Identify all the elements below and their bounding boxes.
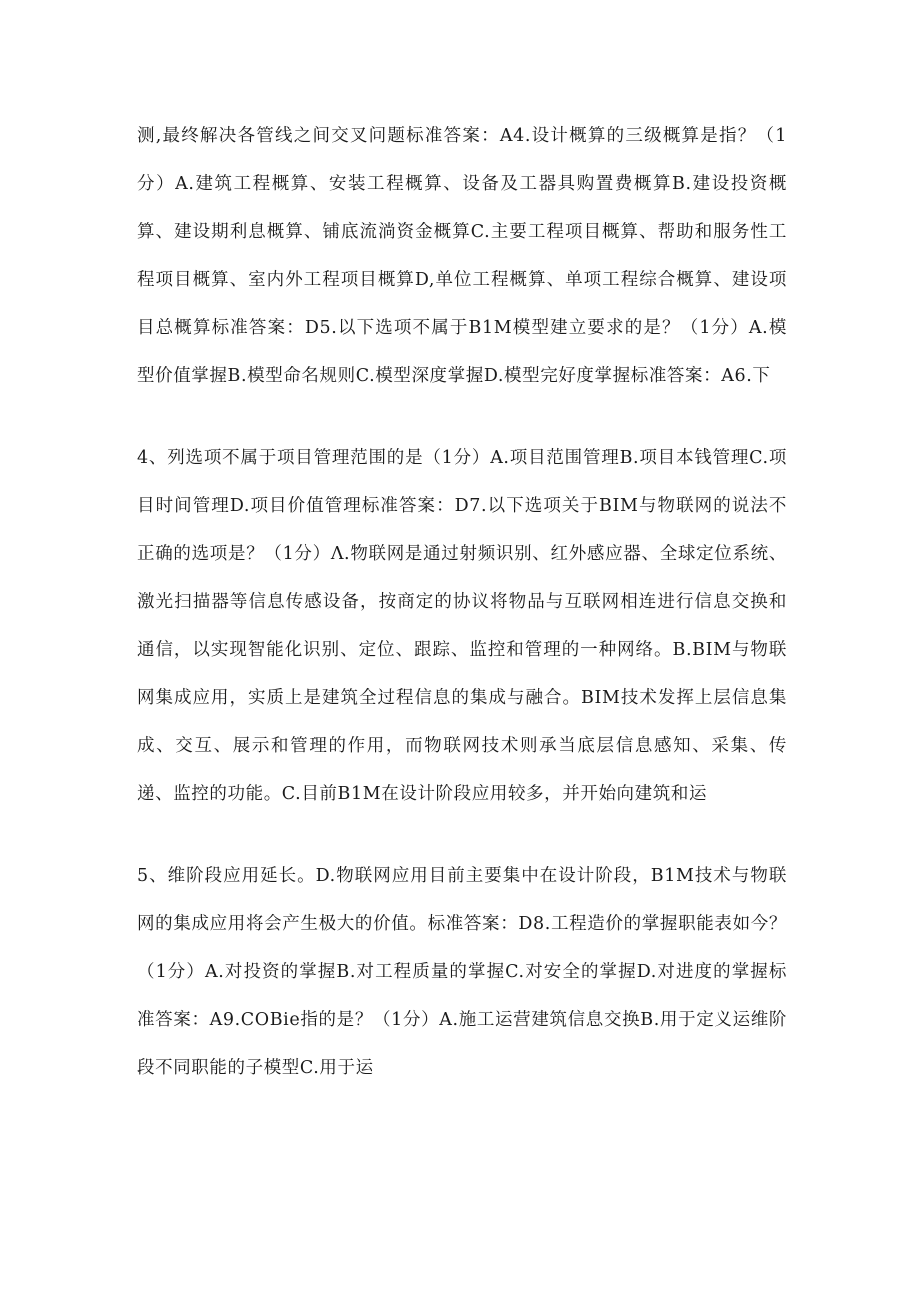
paragraph-1: 测,最终解决各管线之间交叉问题标准答案：A4.设计概算的三级概算是指？（1分）A.建筑工程概算、安装工程概算、设备及工器具购置费概算B.建设投资概算、建设期利息概算、铺底流淌资金概算C.主要工程项目概算、帮助和服务性工程项目概算、室内外工程项目概算D,单位工程概算、单项工程综合概算、建设项目总概算标准答案：D5.以下选项不属于B1M模型建立要求的是？（1分）A.模型价值掌握B.模型命名规则C.模型深度掌握D.模型完好度掌握标准答案：A6.下 [137,126,787,386]
paragraph-2: 4、列选项不属于项目管理范围的是（1分）A.项目范围管理B.项目本钱管理C.项目时间管理D.项目价值管理标准答案：D7.以下选项关于BIM与物联网的说法不正确的选项是？（1分）Λ.物联网是通过射频识别、红外感应器、全球定位系统、激光扫描器等信息传感设备，按商定的协议将物品与互联网相连进行信息交换和通信，以实现智能化识别、定位、跟踪、监控和管理的一种网络。B.BIM与物联网集成应用，实质上是建筑全过程信息的集成与融合。BIM技术发挥上层信息集成、交互、展示和管理的作用，而物联网技术则承当底层信息感知、采集、传递、监控的功能。C.目前B1M在设计阶段应用较多，并开始向建筑和运 [137,448,787,804]
paragraph-3: 5、维阶段应用延长。D.物联网应用目前主要集中在设计阶段，B1M技术与物联网的集成应用将会产生极大的价值。标准答案：D8.工程造价的掌握职能表如今？（1分）A.对投资的掌握B.对工程质量的掌握C.对安全的掌握D.对进度的掌握标准答案：A9.COBie指的是？（1分）A.施工运营建筑信息交换B.用于定义运维阶段不同职能的子模型C.用于运 [137,866,787,1078]
document-body [137,112,787,1092]
